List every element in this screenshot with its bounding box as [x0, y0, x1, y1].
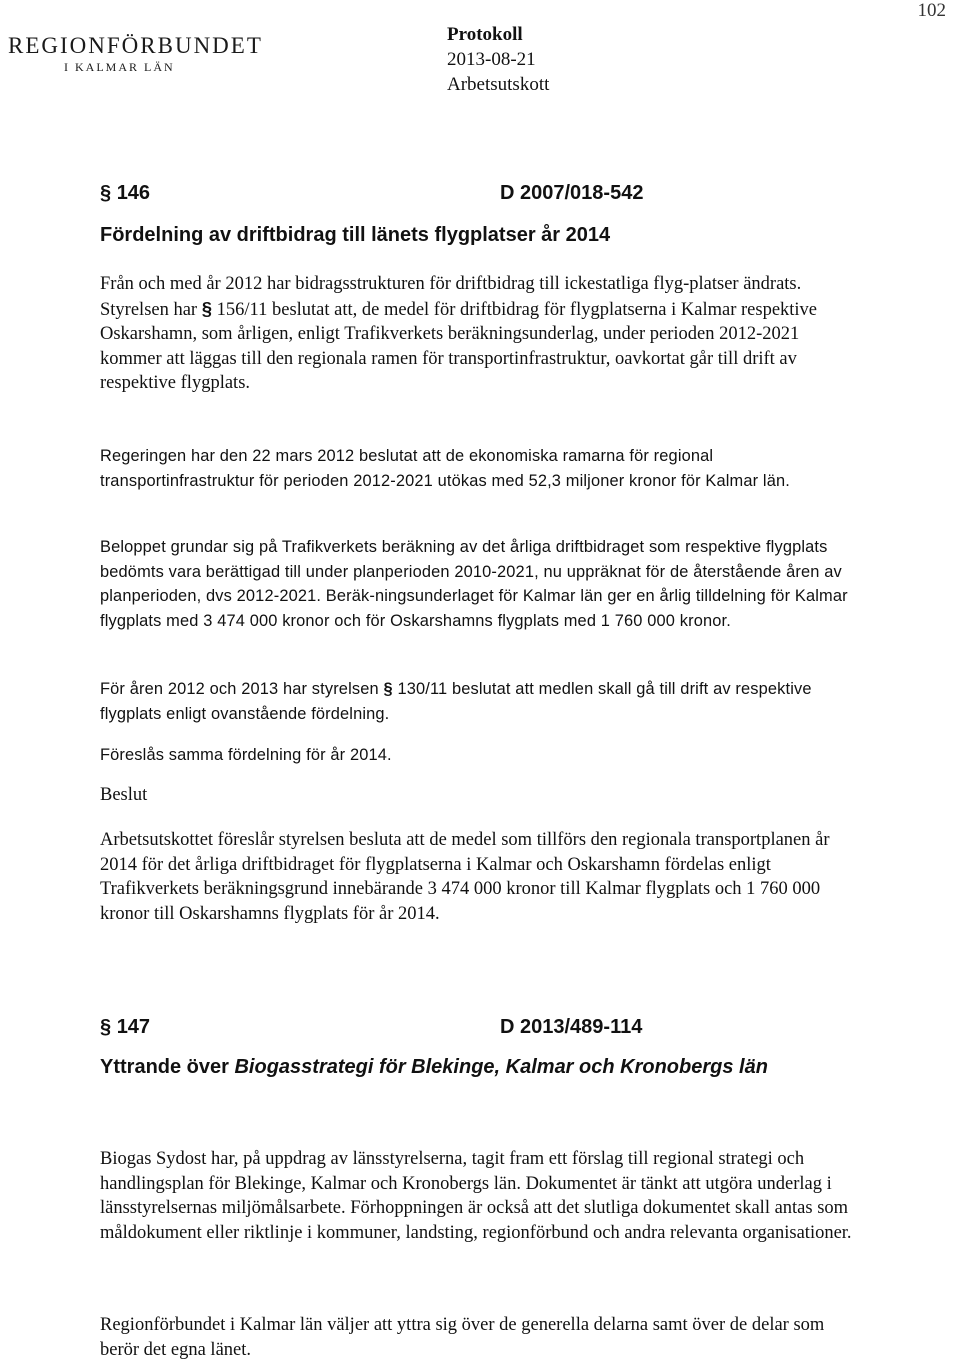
section-147-title: [100, 1050, 830, 1084]
paragraph-text: Från och med år 2012 har bidragsstrukturen för driftbidrag till ickestatliga flyg-platser ändrats. Styrelsen har: [100, 274, 802, 320]
section-sign: §: [100, 182, 112, 204]
decision-paragraph: Arbetsutskottet föreslår styrelsen besluta att de medel som tillförs den regionala transportplanen år 2014 för det årliga driftbidraget för flygplatserna i Kalmar och Oskarshamn fördelas enligt Trafikverkets beräkningsgrund innebärande 3 474 000 kronor till Kalmar flygplats och 1 760 000 kronor till Oskarshamns flygplats för år 2014.: [100, 830, 830, 924]
title-plain: Yttrande över: [100, 1056, 235, 1078]
section-number: 146: [116, 182, 151, 204]
paragraph: [100, 272, 852, 396]
logo-subtitle: I KALMAR LÄN: [64, 60, 175, 74]
decision-label: Beslut: [100, 785, 148, 805]
section-147-heading: [100, 1016, 720, 1039]
section-146-heading: [100, 182, 720, 205]
section-sign: §: [201, 297, 213, 319]
paragraph-text: 130/11 beslutat att medlen skall gå till drift av respektive flygplats enligt ovanstående fördelning.: [100, 680, 812, 723]
page-number: 102: [917, 0, 946, 21]
section-146-title: Fördelning av driftbidrag till länets flygplatser år 2014: [100, 224, 611, 246]
paragraph: [100, 677, 852, 726]
paragraph-text: 156/11 beslutat att, de medel för driftbidrag för flygplatserna i Kalmar respektive Oskarshamn, som årligen, enligt Trafikverkets beräkningsunderlag, under perioden 2012-2021 kommer att läggas till den regionala ramen för transportinfrastruktur, oavkortat går till drift av respektive flygplats.: [100, 299, 818, 394]
paragraph: Regionförbundet i Kalmar län väljer att yttra sig över de generella delarna samt över de delar som berör det egna länet.: [100, 1315, 825, 1360]
regionforbundet-logo: [8, 34, 263, 75]
paragraph: Föreslås samma fördelning för år 2014.: [100, 746, 392, 764]
section-sign: §: [100, 1016, 112, 1038]
paragraph: Regeringen har den 22 mars 2012 beslutat att de ekonomiska ramarna för regional transportinfrastruktur för perioden 2012-2021 utökas med 52,3 miljoner kronor för Kalmar län.: [100, 447, 790, 490]
logo-name: REGIONFÖRBUNDET: [8, 33, 263, 58]
meeting-date: 2013-08-21: [447, 49, 536, 70]
protocol-header: [447, 22, 549, 97]
title-italic: Biogasstrategi för Blekinge, Kalmar och Kronobergs län: [234, 1056, 768, 1078]
document-type: Protokoll: [447, 24, 523, 45]
paragraph: Biogas Sydost har, på uppdrag av länsstyrelserna, tagit fram ett förslag till regional strategi och handlingsplan för Blekinge, Kalmar och Kronobergs län. Dokumentet är tänkt att utgöra underlag i länsstyrelsernas miljömålsarbete. Förhoppningen är också att det slutliga dokumentet skall antas som måldokument eller riktlinje i kommuner, landsting, regionförbund och andra relevanta organisationer.: [100, 1149, 852, 1243]
paragraph-text: För åren 2012 och 2013 har styrelsen: [100, 680, 379, 698]
diary-number: D 2007/018-542: [500, 182, 644, 204]
section-sign: §: [383, 680, 393, 698]
committee-name: Arbetsutskott: [447, 74, 550, 95]
section-number: 147: [116, 1016, 151, 1038]
paragraph: Beloppet grundar sig på Trafikverkets beräkning av det årliga driftbidraget som respektive flygplats bedömts vara berättigad till under planperioden 2010-2021, nu uppräknat för de återstående åren av planperioden, dvs 2012-2021. Beräk-ningsunderlaget för Kalmar län ger en årlig tilldelning för Kalmar flygplats med 3 474 000 kronor och för Oskarshamns flygplats med 1 760 000 kronor.: [100, 538, 848, 630]
diary-number: D 2013/489-114: [500, 1016, 643, 1038]
